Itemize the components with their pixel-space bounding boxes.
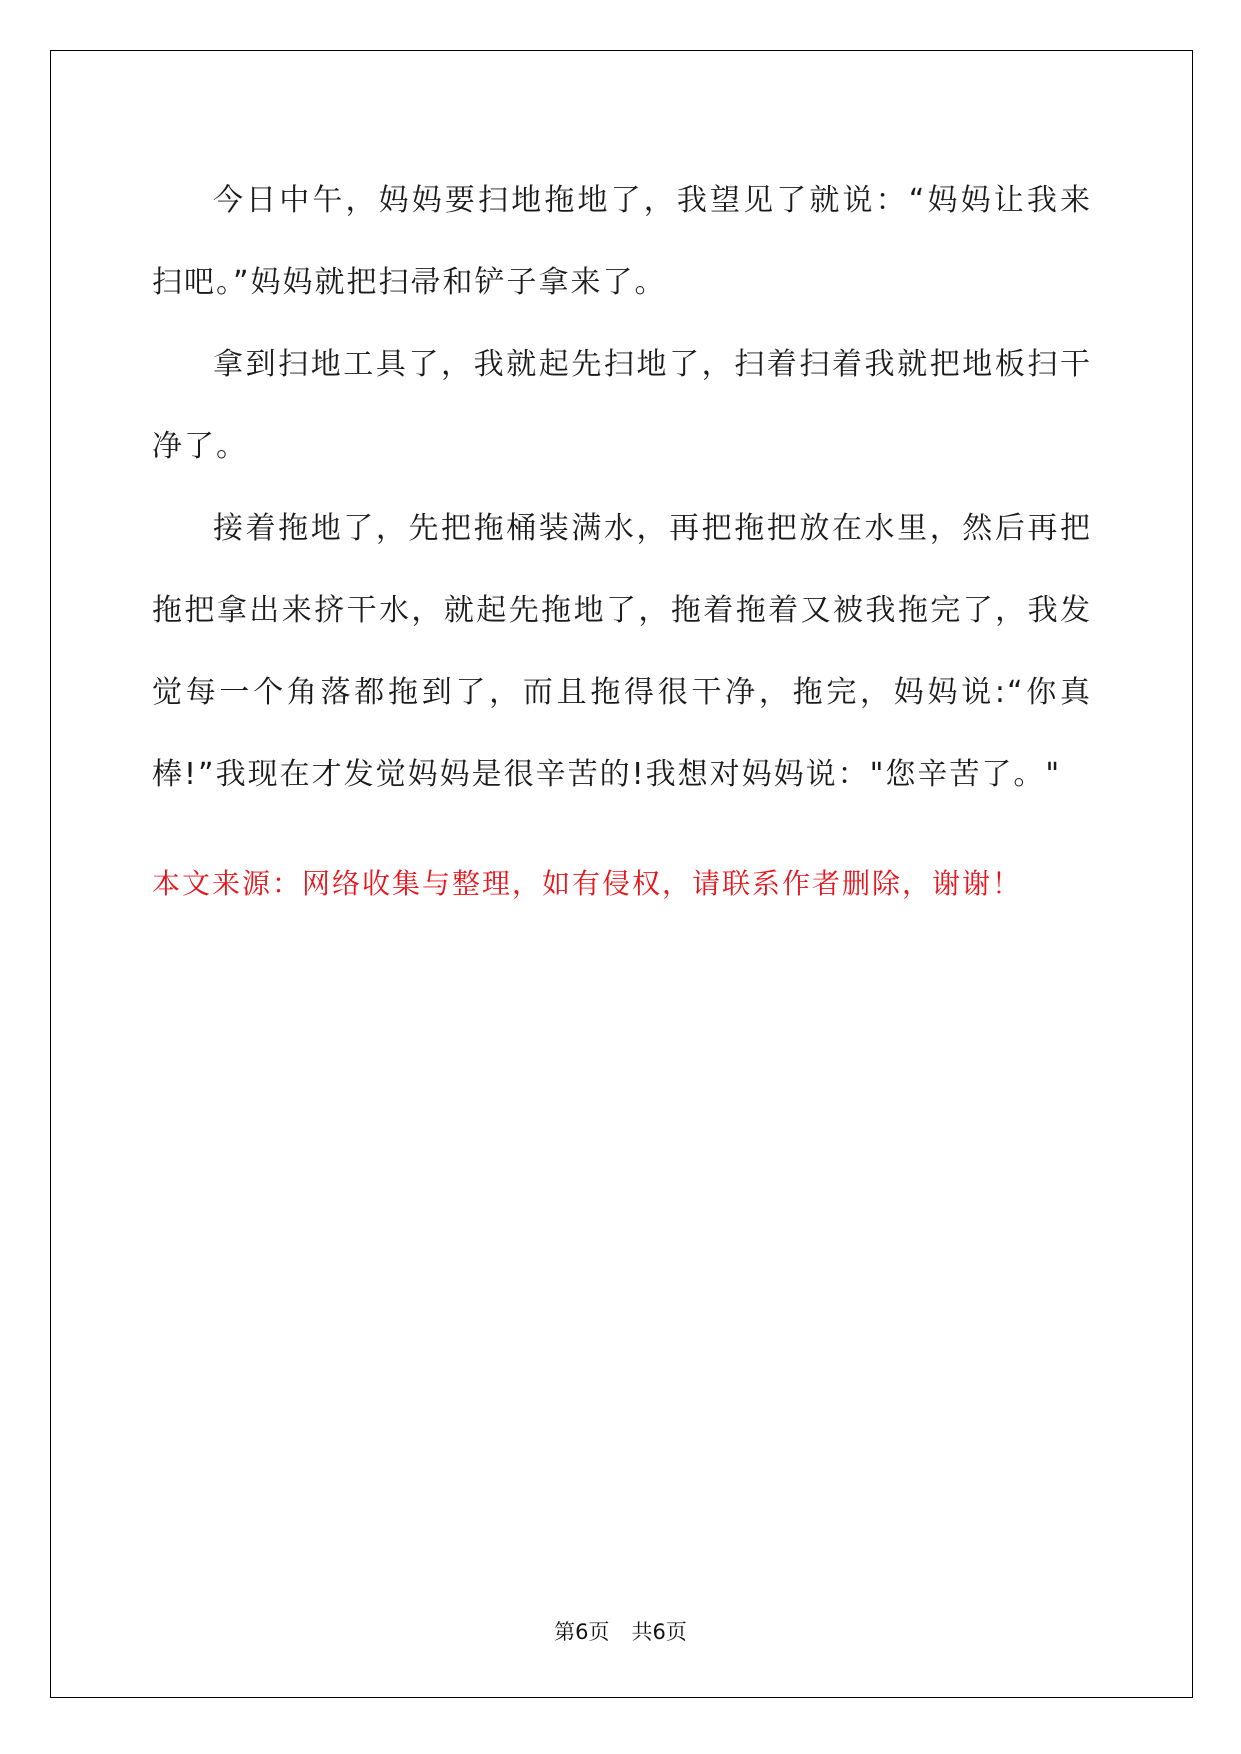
paragraph-2: 拿到扫地工具了，我就起先扫地了，扫着扫着我就把地板扫干净了。	[152, 347, 1092, 464]
paragraph-3: 接着拖地了，先把拖桶装满水，再把拖把放在水里，然后再把拖把拿出来挤干水，就起先拖地了，拖着拖着又被我拖完了，我发觉每一个角落都拖到了，而且拖得很干净，拖完，妈妈说:“你真棒!”我现在才发觉妈妈是很辛苦的!我想对妈妈说："您辛苦了。"	[152, 511, 1092, 792]
page-number-current: 第6页	[554, 1620, 610, 1644]
page-footer	[0, 1619, 1241, 1645]
page-number-total: 共6页	[631, 1620, 687, 1644]
document-body	[152, 160, 1092, 904]
source-note: 本文来源：网络收集与整理，如有侵权，请联系作者删除，谢谢！	[152, 867, 1023, 900]
paragraph-1: 今日中午，妈妈要扫地拖地了，我望见了就说：“妈妈让我来扫吧。”妈妈就把扫帚和铲子拿来了。	[152, 183, 1092, 300]
